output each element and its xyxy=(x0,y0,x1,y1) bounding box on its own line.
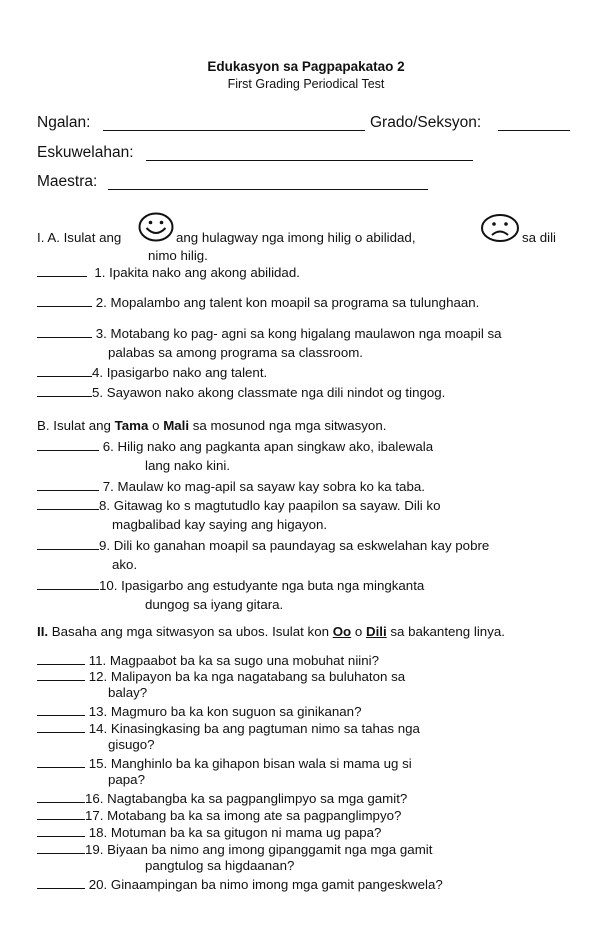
list-item: 10. Ipasigarbo ang estudyante nga buta nga mingkanta xyxy=(37,577,424,594)
list-item: 6. Hilig nako ang pagkanta apan singkaw ako, ibalewala xyxy=(37,438,433,455)
answer-blank[interactable] xyxy=(37,577,99,590)
page-subtitle: First Grading Periodical Test xyxy=(227,77,385,91)
list-item: 1. Ipakita nako ang akong abilidad. xyxy=(37,264,300,281)
list-item: 3. Motabang ko pag- agni sa kong higalang maulawon nga moapil sa xyxy=(37,325,502,342)
list-item: 2. Mopalambo ang talent kon moapil sa programa sa tulunghaan. xyxy=(37,294,479,311)
list-item: 20. Ginaampingan ba nimo imong mga gamit pangeskwela? xyxy=(37,876,443,893)
list-item: 13. Magmuro ba ka kon suguon sa ginikanan? xyxy=(37,703,361,720)
list-item: 18. Motuman ba ka sa gitugon ni mama ug papa? xyxy=(37,824,381,841)
list-item-cont: magbalibad kay saying ang higayon. xyxy=(112,517,328,532)
list-item: 14. Kinasingkasing ba ang pagtuman nimo sa tahas nga xyxy=(37,720,420,737)
answer-blank[interactable] xyxy=(37,364,92,377)
name-label: Ngalan: xyxy=(37,114,91,131)
part-ii-instruction: II. Basaha ang mga sitwasyon sa ubos. Isulat kon Oo o Dili sa bakanteng linya. xyxy=(37,624,505,639)
answer-blank[interactable] xyxy=(37,824,85,837)
part-ib-instruction: B. Isulat ang Tama o Mali sa mosunod nga mga sitwasyon. xyxy=(37,418,387,433)
answer-blank[interactable] xyxy=(37,537,99,550)
list-item: 15. Manghinlo ba ka gihapon bisan wala si mama ug si xyxy=(37,755,412,772)
grade-field[interactable] xyxy=(498,130,570,131)
list-item: 19. Biyaan ba nimo ang imong gipanggamit nga mga gamit xyxy=(37,841,432,858)
answer-blank[interactable] xyxy=(37,325,92,338)
list-item-cont: lang nako kini. xyxy=(145,458,231,473)
smiley-face-icon xyxy=(138,212,174,242)
sad-face-icon xyxy=(480,213,520,243)
list-item: 9. Dili ko ganahan moapil sa paundayag sa eskwelahan kay pobre xyxy=(37,537,489,554)
part-ia-instruction: I. A. Isulat ang xyxy=(37,230,122,245)
answer-blank[interactable] xyxy=(37,497,99,510)
list-item-cont: palabas sa among programa sa classroom. xyxy=(108,345,363,360)
list-item: 16. Nagtabangba ka sa pagpanglimpyo sa mga gamit? xyxy=(37,790,407,807)
list-item: 8. Gitawag ko s magtutudlo kay paapilon sa sayaw. Dili ko xyxy=(37,497,440,514)
list-item-cont: papa? xyxy=(108,772,145,787)
answer-blank[interactable] xyxy=(37,841,85,854)
school-field[interactable] xyxy=(146,160,473,161)
part-ia-instruction-after: sa dili xyxy=(522,230,556,245)
grade-label: Grado/Seksyon: xyxy=(370,114,482,131)
list-item: 12. Malipayon ba ka nga nagatabang sa buluhaton sa xyxy=(37,668,405,685)
list-item-cont: dungog sa iyang gitara. xyxy=(145,597,284,612)
part-ia-instruction-middle: ang hulagway nga imong hilig o abilidad, xyxy=(176,230,416,245)
answer-blank[interactable] xyxy=(37,384,92,397)
list-item-cont: balay? xyxy=(108,685,148,700)
part-ia-instruction-cont: nimo hilig. xyxy=(148,248,208,263)
answer-blank[interactable] xyxy=(37,720,85,733)
list-item: 17. Motabang ba ka sa imong ate sa pagpanglimpyo? xyxy=(37,807,401,824)
answer-blank[interactable] xyxy=(37,264,87,277)
list-item-cont: gisugo? xyxy=(108,737,155,752)
page-title: Edukasyon sa Pagpapakatao 2 xyxy=(207,59,405,74)
answer-blank[interactable] xyxy=(37,668,85,681)
answer-blank[interactable] xyxy=(37,876,85,889)
list-item-cont: ako. xyxy=(112,557,138,572)
list-item: 5. Sayawon nako akong classmate nga dili nindot og tingog. xyxy=(37,384,445,401)
answer-blank[interactable] xyxy=(37,790,85,803)
answer-blank[interactable] xyxy=(37,478,99,491)
list-item: 7. Maulaw ko mag-apil sa sayaw kay sobra ko ka taba. xyxy=(37,478,425,495)
answer-blank[interactable] xyxy=(37,703,85,716)
answer-blank[interactable] xyxy=(37,755,85,768)
answer-blank[interactable] xyxy=(37,652,85,665)
list-item: 4. Ipasigarbo nako ang talent. xyxy=(37,364,267,381)
answer-blank[interactable] xyxy=(37,807,85,820)
list-item: 11. Magpaabot ba ka sa sugo una mobuhat niini? xyxy=(37,652,379,669)
teacher-field[interactable] xyxy=(108,189,428,190)
school-label: Eskuwelahan: xyxy=(37,144,134,161)
answer-blank[interactable] xyxy=(37,294,92,307)
teacher-label: Maestra: xyxy=(37,173,98,190)
name-field[interactable] xyxy=(103,130,365,131)
list-item-cont: pangtulog sa higdaanan? xyxy=(145,858,295,873)
answer-blank[interactable] xyxy=(37,438,99,451)
